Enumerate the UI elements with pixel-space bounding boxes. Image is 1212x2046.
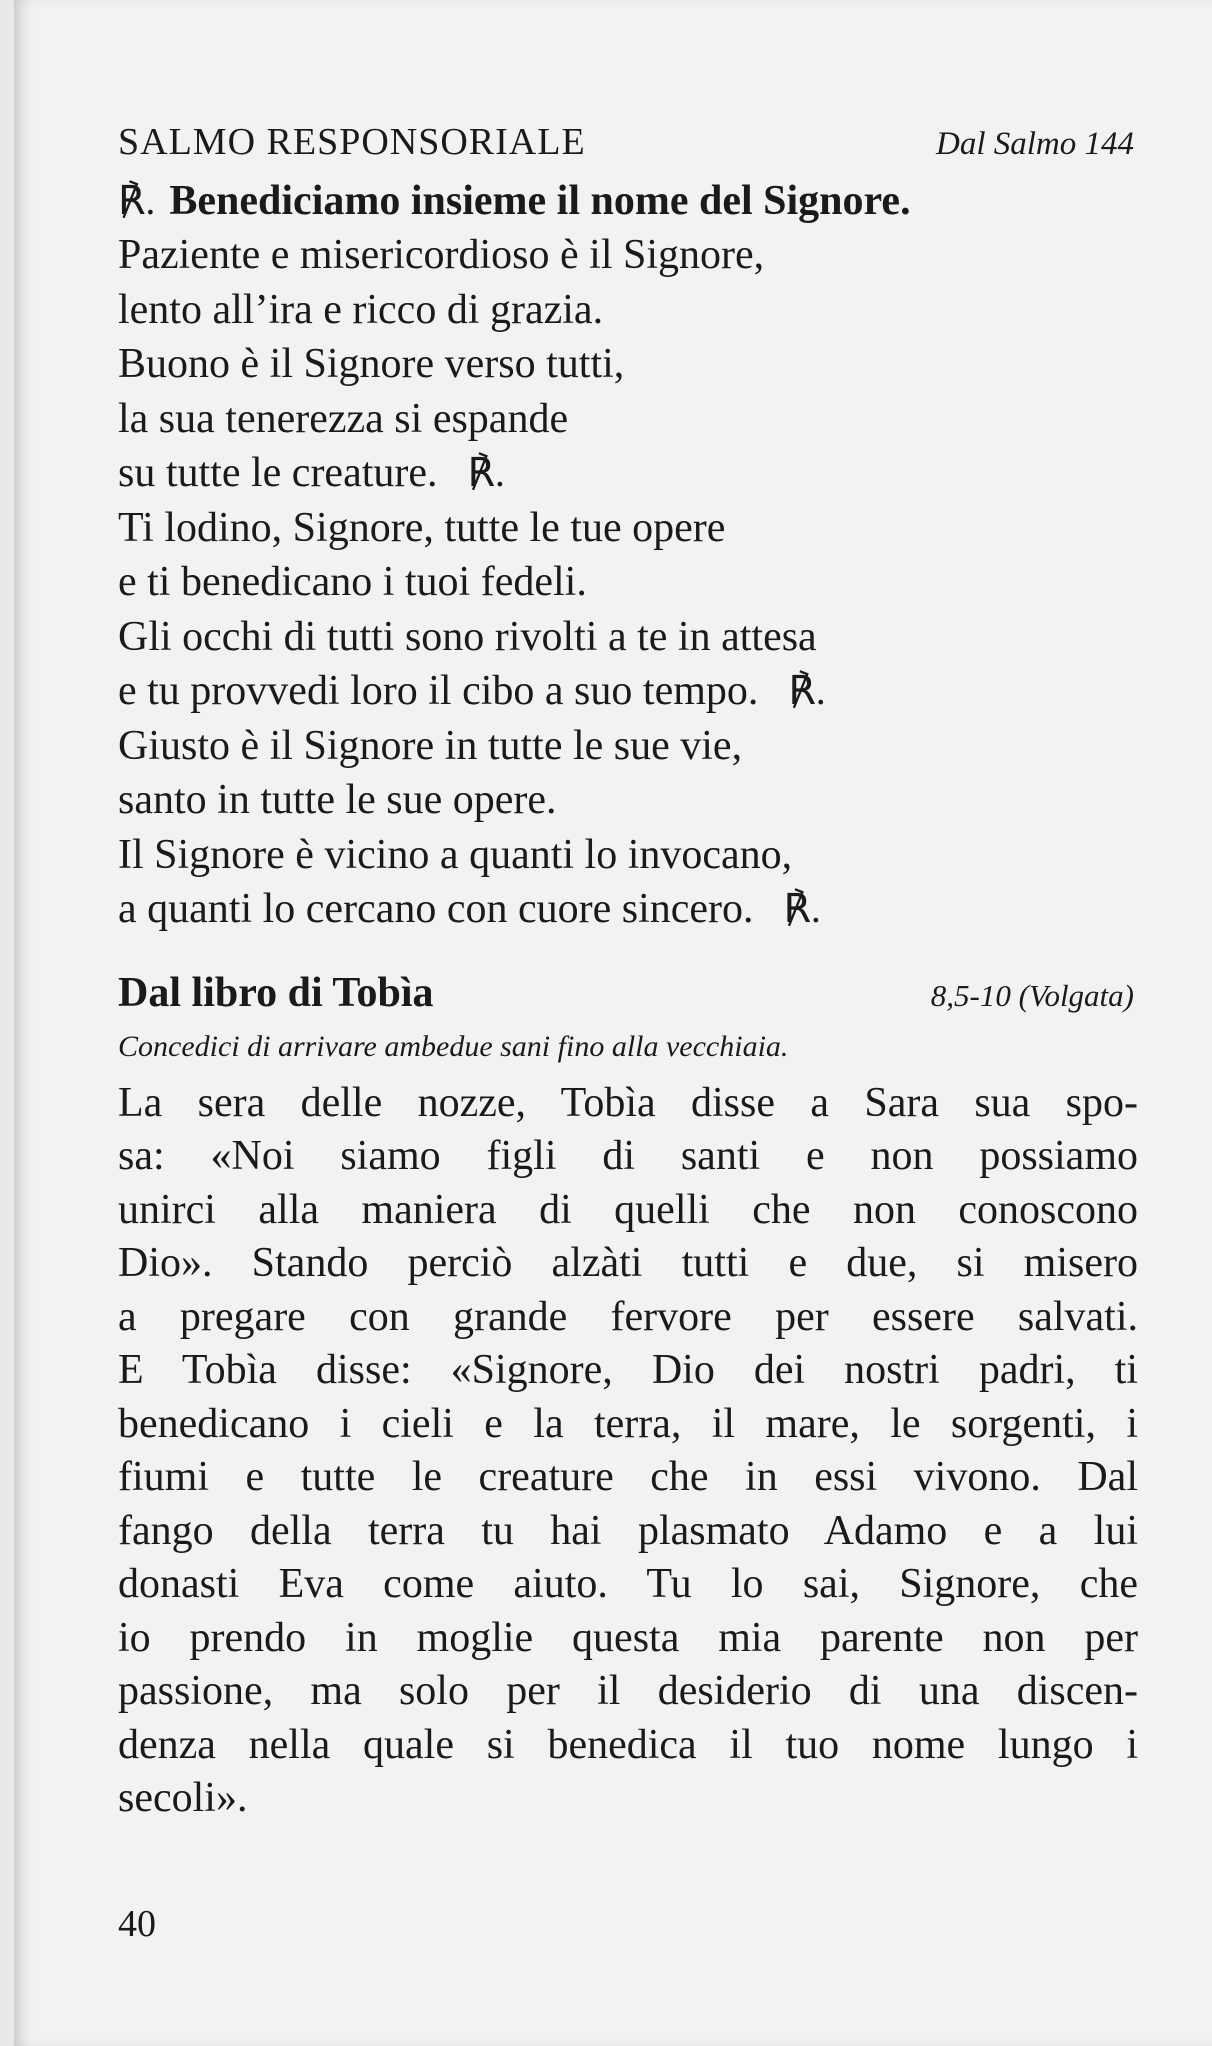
- reading-header: [118, 969, 1138, 1025]
- psalm-refrain: [118, 174, 1138, 228]
- book-page: [14, 0, 1212, 2046]
- response-symbol: ℟.: [467, 450, 505, 495]
- psalm-stanza-2: [118, 501, 1138, 719]
- verse-line: la sua tenerezza si espande: [118, 395, 569, 442]
- psalm-stanza-3: [118, 719, 1138, 937]
- reading-line: unirci alla maniera di quelli che non conoscono: [118, 1186, 1138, 1233]
- page-number: 40: [118, 1903, 156, 1945]
- reading-line: La sera delle nozze, Tobìa disse a Sara sua spo-: [118, 1079, 1138, 1126]
- verse-line: Il Signore è vicino a quanti lo invocano,: [118, 831, 793, 878]
- response-symbol: ℟.: [118, 178, 156, 223]
- reading-title: Dal libro di Tobìa: [118, 969, 434, 1016]
- reading-line: fango della terra tu hai plasmato Adamo e a lui: [118, 1507, 1138, 1554]
- reading-line: sa: «Noi siamo figli di santi e non possiamo: [118, 1133, 1138, 1179]
- reading-line: E Tobìa disse: «Signore, Dio dei nostri padri, ti: [118, 1347, 1138, 1393]
- verse-text: a quanti lo cercano con cuore sincero.: [118, 886, 754, 932]
- reading-line: passione, ma solo per il desiderio di una discen-: [118, 1668, 1138, 1714]
- verse-line: Gli occhi di tutti sono rivolti a te in attesa: [118, 613, 817, 660]
- verse-line: lento all’ira e ricco di grazia.: [118, 286, 604, 333]
- refrain-text: Benediciamo insieme il nome del Signore.: [169, 178, 911, 224]
- reading-line: denza nella quale si benedica il tuo nome lungo i: [118, 1721, 1138, 1768]
- page-content: [118, 120, 1138, 1826]
- reading-line: Dio». Stando perciò alzàti tutti e due, si misero: [118, 1240, 1138, 1286]
- reading-subtitle: Concedici di arrivare ambedue sani fino alla vecchiaia.: [118, 1029, 789, 1063]
- verse-line: Paziente e misericordioso è il Signore,: [118, 232, 765, 278]
- psalm-source: Dal Salmo 144: [936, 126, 1134, 162]
- psalm-header: [118, 120, 1138, 174]
- verse-line: e ti benedicano i tuoi fedeli.: [118, 559, 587, 605]
- reading-line: io prendo in moglie questa mia parente non per: [118, 1614, 1138, 1661]
- reading-line: a pregare con grande fervore per essere salvati.: [118, 1293, 1138, 1340]
- verse-line: Ti lodino, Signore, tutte le tue opere: [118, 504, 726, 551]
- reading-body: [118, 1077, 1138, 1826]
- reading-line: benedicano i cieli e la terra, il mare, le sorgenti, i: [118, 1400, 1138, 1447]
- reading-line: secoli».: [118, 1775, 248, 1821]
- verse-line: [118, 664, 1138, 719]
- verse-line: santo in tutte le sue opere.: [118, 777, 557, 823]
- verse-text: e tu provvedi loro il cibo a suo tempo.: [118, 668, 759, 714]
- reading-line: fiumi e tutte le creature che in essi vivono. Dal: [118, 1454, 1138, 1500]
- response-symbol: ℟.: [788, 668, 826, 713]
- psalm-stanza-1: [118, 228, 1138, 501]
- reading-reference: 8,5-10 (Volgata): [930, 977, 1134, 1013]
- response-symbol: ℟.: [783, 886, 821, 931]
- verse-text: su tutte le creature.: [118, 450, 438, 496]
- verse-line: [118, 882, 1138, 937]
- verse-line: Buono è il Signore verso tutti,: [118, 341, 625, 387]
- reading-line: donasti Eva come aiuto. Tu lo sai, Signore, che: [118, 1561, 1138, 1607]
- verse-line: [118, 446, 1138, 501]
- verse-line: Giusto è il Signore in tutte le sue vie,: [118, 722, 743, 769]
- psalm-title: SALMO RESPONSORIALE: [118, 121, 586, 163]
